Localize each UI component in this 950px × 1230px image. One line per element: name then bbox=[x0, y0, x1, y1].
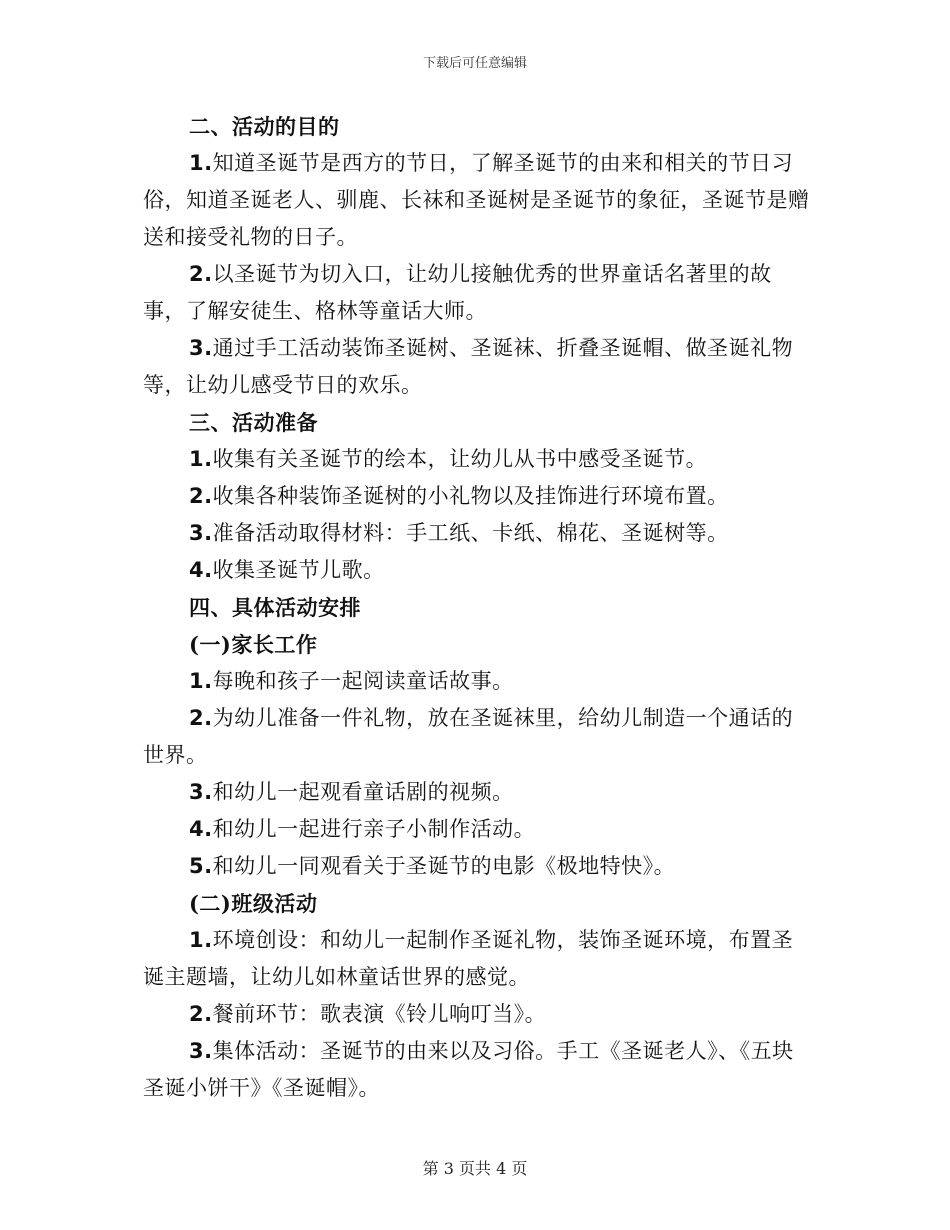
item-number: 4. bbox=[189, 558, 213, 582]
paragraph bbox=[143, 145, 813, 256]
paragraph bbox=[143, 441, 813, 478]
section-heading: 四、具体活动安排 bbox=[189, 595, 361, 620]
paragraph bbox=[143, 996, 813, 1033]
document-body bbox=[143, 108, 813, 1107]
paragraph-text: 通过手工活动装饰圣诞树、圣诞袜、折叠圣诞帽、做圣诞礼物等，让幼儿感受节日的欢乐。 bbox=[143, 336, 794, 397]
paragraph bbox=[143, 922, 813, 996]
paragraph-text: 餐前环节：歌表演《铃儿响叮当》。 bbox=[212, 1002, 547, 1026]
item-number: 3. bbox=[189, 780, 213, 804]
paragraph-text: 以圣诞节为切入口，让幼儿接触优秀的世界童话名著里的故事，了解安徒生、格林等童话大师。 bbox=[143, 262, 772, 323]
item-number: 2. bbox=[189, 706, 213, 730]
item-number: 1. bbox=[189, 151, 213, 175]
item-number: 4. bbox=[189, 817, 213, 841]
paragraph-text: 和幼儿一起观看童话剧的视频。 bbox=[212, 780, 514, 804]
paragraph bbox=[143, 552, 813, 589]
paragraph bbox=[143, 811, 813, 848]
paragraph-text: 每晚和孩子一起阅读童话故事。 bbox=[212, 669, 514, 693]
section-heading: 三、活动准备 bbox=[189, 410, 318, 435]
paragraph bbox=[143, 1033, 813, 1107]
subsection-heading: (二)班级活动 bbox=[189, 891, 318, 916]
paragraph bbox=[143, 700, 813, 774]
paragraph-text: 环境创设：和幼儿一起制作圣诞礼物，装饰圣诞环境，布置圣诞主题墙，让幼儿如林童话世界的感觉。 bbox=[143, 928, 794, 989]
paragraph-text: 收集各种装饰圣诞树的小礼物以及挂饰进行环境布置。 bbox=[212, 484, 729, 508]
item-number: 2. bbox=[189, 262, 213, 286]
paragraph bbox=[143, 330, 813, 404]
item-number: 5. bbox=[189, 854, 213, 878]
item-number: 2. bbox=[189, 484, 213, 508]
item-number: 1. bbox=[189, 447, 213, 471]
paragraph bbox=[143, 256, 813, 330]
paragraph bbox=[143, 774, 813, 811]
subsection-heading: (一)家长工作 bbox=[189, 632, 318, 657]
item-number: 3. bbox=[189, 521, 213, 545]
item-number: 2. bbox=[189, 1002, 213, 1026]
paragraph-text: 和幼儿一起进行亲子小制作活动。 bbox=[212, 817, 536, 841]
paragraph-text: 为幼儿准备一件礼物，放在圣诞袜里，给幼儿制造一个通话的世界。 bbox=[143, 706, 794, 767]
item-number: 3. bbox=[189, 1039, 213, 1063]
section-heading: 二、活动的目的 bbox=[189, 114, 340, 139]
paragraph bbox=[143, 478, 813, 515]
paragraph bbox=[143, 848, 813, 885]
paragraph-text: 和幼儿一同观看关于圣诞节的电影《极地特快》。 bbox=[212, 854, 676, 878]
paragraph-text: 知道圣诞节是西方的节日，了解圣诞节的由来和相关的节日习俗，知道圣诞老人、驯鹿、长袜和圣诞树是圣诞节的象征，圣诞节是赠送和接受礼物的日子。 bbox=[143, 151, 810, 249]
paragraph-text: 准备活动取得材料：手工纸、卡纸、棉花、圣诞树等。 bbox=[212, 521, 729, 545]
page-footer: 第 3 页共 4 页 bbox=[422, 1159, 528, 1178]
paragraph bbox=[143, 663, 813, 700]
paragraph-text: 收集圣诞节儿歌。 bbox=[212, 558, 385, 582]
item-number: 1. bbox=[189, 928, 213, 952]
page-header: 下载后可任意编辑 bbox=[422, 56, 527, 71]
item-number: 3. bbox=[189, 336, 213, 360]
item-number: 1. bbox=[189, 669, 213, 693]
paragraph bbox=[143, 515, 813, 552]
paragraph-text: 收集有关圣诞节的绘本，让幼儿从书中感受圣诞节。 bbox=[212, 447, 708, 471]
paragraph-text: 集体活动：圣诞节的由来以及习俗。手工《圣诞老人》、《五块圣诞小饼干》《圣诞帽》。 bbox=[143, 1039, 794, 1100]
